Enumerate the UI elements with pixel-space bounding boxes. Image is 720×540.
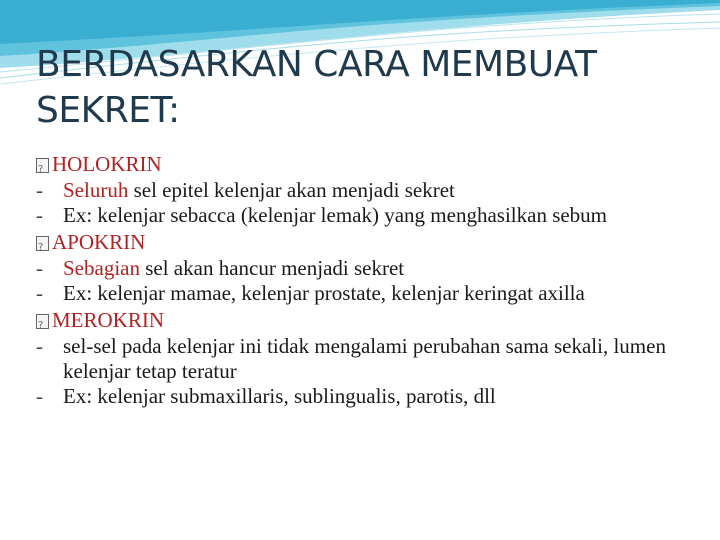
dash-bullet-icon: -	[36, 384, 43, 408]
list-item: - Ex: kelenjar sebacca (kelenjar lemak) yang menghasilkan sebum	[36, 203, 608, 227]
list-item: - sel-sel pada kelenjar ini tidak mengalami perubahan sama sekali, lumen kelenjar tetap teratur	[36, 334, 666, 383]
section-heading-holokrin: ? HOLOKRIN	[36, 150, 696, 178]
missing-glyph-icon	[36, 314, 49, 329]
dash-bullet-icon: -	[36, 334, 43, 358]
list-item: - Sebagian sel akan hancur menjadi sekret	[36, 256, 405, 280]
dash-bullet-icon: -	[36, 203, 43, 227]
list-item: - Ex: kelenjar mamae, kelenjar prostate, kelenjar keringat axilla	[36, 281, 585, 305]
missing-glyph-icon	[36, 158, 49, 173]
slide-title: BERDASARKAN CARA MEMBUAT SEKRET:	[36, 44, 597, 131]
dash-bullet-icon: -	[36, 256, 43, 280]
slide-body	[36, 150, 696, 409]
section-heading-apokrin: ? APOKRIN	[36, 228, 696, 256]
list-item: - Seluruh sel epitel kelenjar akan menjadi sekret	[36, 178, 455, 202]
dash-bullet-icon: -	[36, 178, 43, 202]
missing-glyph-icon	[36, 236, 49, 251]
list-item: - Ex: kelenjar submaxillaris, sublingualis, parotis, dll	[36, 384, 496, 408]
dash-bullet-icon: -	[36, 281, 43, 305]
section-heading-merokrin: ? MEROKRIN	[36, 306, 696, 334]
